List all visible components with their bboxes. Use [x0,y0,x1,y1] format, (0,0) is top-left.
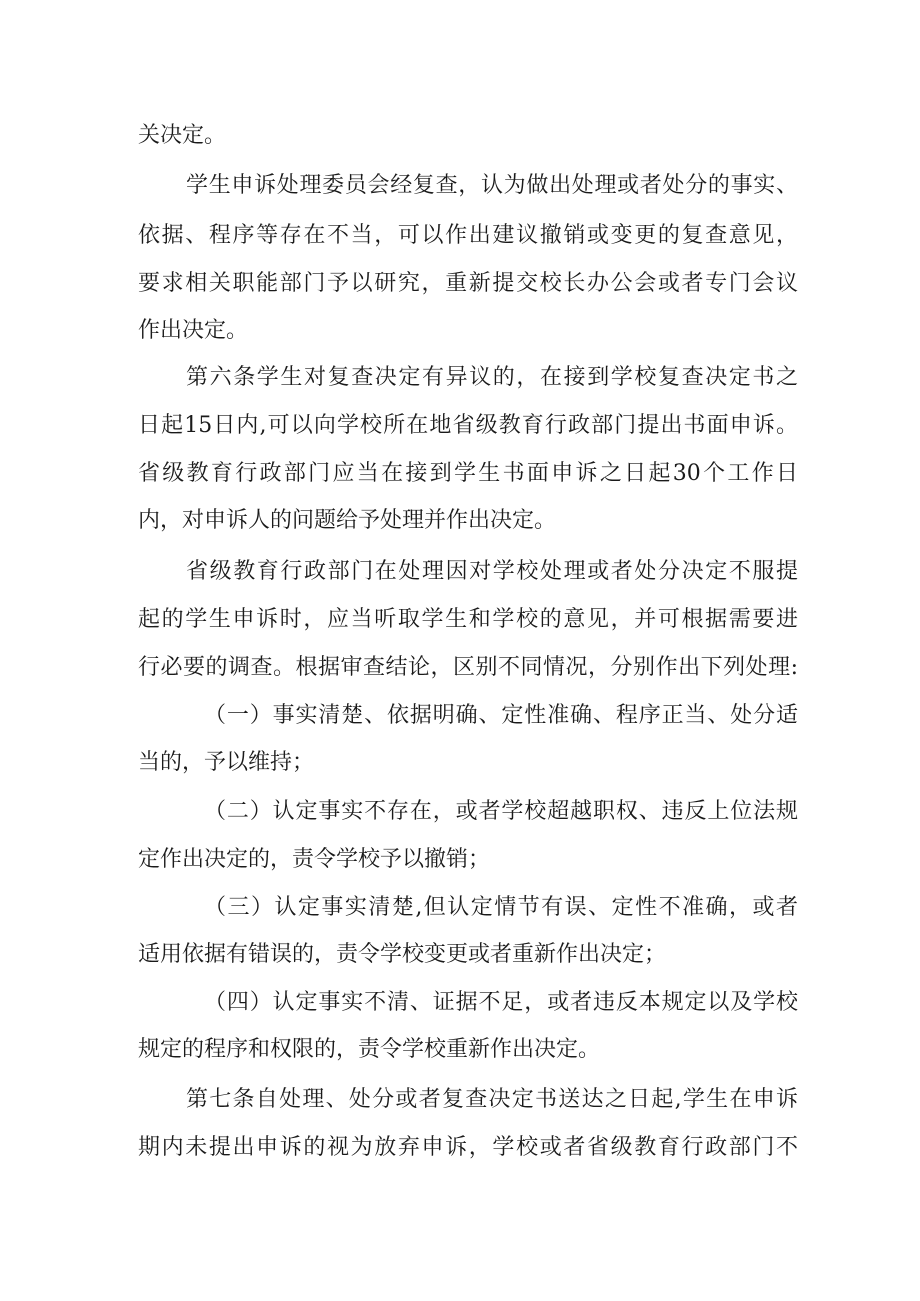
text-line-6: 第六条学生对复查决定有异议的，在接到学校复查决定书之 [186,365,798,390]
text-line-18: 适用依据有错误的，责令学校变更或者重新作出决定； [138,942,667,967]
text-line-8: 省级教育行政部门应当在接到学生书面申诉之日起30个工作日 [138,461,798,486]
text-line-1: 关决定。 [138,123,227,148]
text-line-16: 定作出决定的，责令学校予以撤销； [138,847,491,872]
text-line-7: 日起15日内,可以向学校所在地省级教育行政部门提出书面申诉。 [138,413,798,438]
text-line-21: 第七条自处理、处分或者复查决定书送达之日起,学生在申诉 [186,1087,798,1112]
text-line-2: 学生申诉处理委员会经复查，认为做出处理或者处分的事实、 [186,173,798,198]
text-line-4: 要求相关职能部门予以研究，重新提交校长办公会或者专门会议 [138,271,798,296]
text-line-5: 作出决定。 [138,318,249,343]
text-line-9: 内，对申诉人的问题给予处理并作出决定。 [138,508,557,533]
text-line-3: 依据、程序等存在不当，可以作出建议撤销或变更的复查意见， [138,223,798,248]
text-line-20: 规定的程序和权限的，责令学校重新作出决定。 [138,1037,601,1062]
text-line-22: 期内未提出申诉的视为放弃申诉，学校或者省级教育行政部门不 [138,1135,798,1160]
text-line-11: 起的学生申诉时，应当听取学生和学校的意见，并可根据需要进 [138,607,798,632]
text-line-15: （二）认定事实不存在，或者学校超越职权、违反上位法规 [204,799,798,824]
text-line-14: 当的，予以维持； [138,750,315,775]
text-line-10: 省级教育行政部门在处理因对学校处理或者处分决定不服提 [186,559,798,584]
text-line-19: （四）认定事实不清、证据不足，或者违反本规定以及学校 [204,990,798,1015]
text-line-12: 行必要的调查。根据审查结论，区别不同情况，分别作出下列处理: [138,655,798,680]
text-line-17: （三）认定事实清楚,但认定情节有误、定性不准确，或者 [204,895,798,920]
text-line-13: （一）事实清楚、依据明确、定性准确、程序正当、处分适 [204,703,798,728]
